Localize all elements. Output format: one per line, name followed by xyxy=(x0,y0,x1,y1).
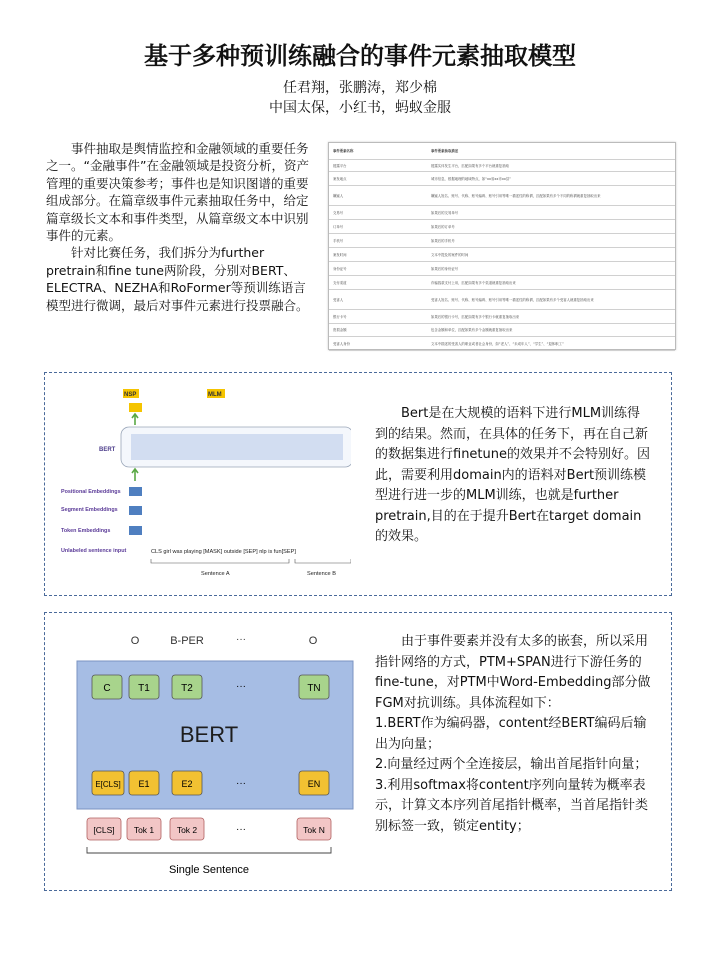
table-row xyxy=(329,261,675,275)
table-row xyxy=(329,336,675,350)
table-row xyxy=(329,309,675,323)
authors: 任君翔，张鹏涛，郑少棉 xyxy=(283,80,437,96)
table-cell-name: 交易号 xyxy=(329,205,427,219)
page-title: 基于多种预训练融合的事件元素抽取模型 xyxy=(144,42,576,70)
table-cell-desc: 文本中描述的受害人的职业或者社会身份，如“老人”、“未成年人”、“学生”、“退休职工” xyxy=(427,336,675,350)
output-label-1: O xyxy=(130,635,140,647)
up-arrow xyxy=(132,469,138,481)
output-token-row xyxy=(129,403,142,412)
embedding-cls-label: E[CLS] xyxy=(95,780,121,789)
table-cell-name: 事件要素名称 xyxy=(329,143,427,159)
table-cell-name: 嫌疑人 xyxy=(329,185,427,205)
table-cell-desc: 如果后的交易单号 xyxy=(427,205,675,219)
event-table xyxy=(329,143,675,351)
intro-paragraph-2: 针对比赛任务，我们拆分为further pretrain和fine tune两阶段，分别对BERT、ELECTRA、NEZHA和RoFormer等预训练语言模型进行微调，最后对事件元素进行投票融合。 xyxy=(46,245,309,313)
finetune-step-1: 1.BERT作为编码器，content经BERT编码后输出为向量； xyxy=(375,716,647,752)
up-arrow xyxy=(132,414,138,425)
table-cell-name: 手机号 xyxy=(329,233,427,247)
bert-span-figure xyxy=(59,621,369,883)
sentence-b-label: Sentence B xyxy=(307,571,336,577)
affiliations: 中国太保，小红书，蚂蚁金服 xyxy=(269,100,451,116)
table-cell-name: 受害人身份 xyxy=(329,336,427,350)
bert-inner-layers xyxy=(131,434,343,460)
mlm-label: MLM xyxy=(208,392,222,398)
output-token xyxy=(129,403,142,412)
table-row xyxy=(329,159,675,171)
sentence-b-brace xyxy=(295,559,351,563)
finetune-intro: 由于事件要素并没有太多的嵌套，所以采用指针网络的方式，PTM+SPAN进行下游任务的fine-tune，对PTM中Word-Embedding部分做FGM对抗训练。具体流程如下： xyxy=(375,634,651,711)
bert-label: BERT xyxy=(99,447,116,453)
finetune-step-3: 3.利用softmax将content序列向量转为概率表示，计算文本序列首尾指针概率，当首尾指针类别标签一致，锁定entity； xyxy=(375,777,649,834)
further-pretrain-text: Bert是在大规模的语料下进行MLM训练得到的结果。然而，在具体的任务下，再在自己新的数据集进行finetune的效果并不会特别好。因此，需要利用domain内的语料对Bert预训练模型进行进一步的MLM训练，也就是further pretrain,目的在于提升Bert在target domain的效果。 xyxy=(375,406,650,544)
embedding-n-label: EN xyxy=(307,779,321,789)
table-cell-name: 银行卡号 xyxy=(329,309,427,323)
output-c-label: C xyxy=(103,683,111,694)
table-cell-name: 案发地点 xyxy=(329,171,427,185)
table-cell-desc: 披露实体发生平台，匹配如果有多个平台就重复抽取 xyxy=(427,159,675,171)
token-embedding xyxy=(129,526,142,535)
table-cell-name: 订单号 xyxy=(329,219,427,233)
token-n-label: Tok N xyxy=(303,825,325,835)
unlabeled-input-label: Unlabeled sentence input xyxy=(61,548,127,554)
intro-paragraph-1: 事件抽取是舆情监控和金融领域的重要任务之一。“金融事件”在金融领域是投资分析，资产管理的重要决策参考；事件也是知识图谱的重要组成部分。在篇章级事件元素抽取任务中，给定篇章级长文本和事件类型，从篇章级文本中识别事件的元素。 xyxy=(46,141,309,244)
further-pretrain-panel xyxy=(44,372,672,596)
finetune-step-2: 2.向量经过两个全连接层，输出首尾指针向量； xyxy=(375,757,648,772)
output-dots: ··· xyxy=(236,681,246,692)
table-row xyxy=(329,205,675,219)
table-cell-desc: 包含金额和单位，匹配如果有多个金额就重复抽取出来 xyxy=(427,323,675,336)
author-block xyxy=(0,78,720,118)
table-cell-name: 身份证号 xyxy=(329,261,427,275)
table-row xyxy=(329,247,675,261)
table-header-row xyxy=(329,143,675,159)
table-cell-desc: 城市信息，根据地理的地域特点，如“xx省xx市xx县” xyxy=(427,171,675,185)
table-cell-desc: 嫌疑人姓名、账号、代称、账号编码、账号引用等唯一描述性的称谓，匹配如果有多个不同的称谓就重复抽取出来 xyxy=(427,185,675,205)
table-cell-name: 资损金额 xyxy=(329,323,427,336)
table-cell-name: 案发时间 xyxy=(329,247,427,261)
input-sentence: CLS girl was playing [MASK] outside [SEP] nlp is fun[SEP] xyxy=(151,549,296,555)
table-cell-desc: 事件要素抽取描述 xyxy=(427,143,675,159)
table-row xyxy=(329,219,675,233)
table-cell-desc: 文本中提及的案件的时间 xyxy=(427,247,675,261)
finetune-text xyxy=(375,632,651,837)
table-cell-desc: 如果后的身份证号 xyxy=(427,261,675,275)
output-label-4: O xyxy=(308,635,318,647)
output-arrows xyxy=(132,414,138,425)
token-dots: ··· xyxy=(236,824,246,835)
single-sentence-brace xyxy=(87,847,331,853)
table-cell-name: 支付渠道 xyxy=(329,275,427,289)
output-t1-label: T1 xyxy=(138,683,150,694)
nsp-label: NSP xyxy=(124,392,137,398)
bert-pretrain-figure xyxy=(51,377,351,593)
output-label-2: B-PER xyxy=(170,635,204,647)
intro-text xyxy=(46,140,314,314)
table-row xyxy=(329,275,675,289)
token-1-label: Tok 1 xyxy=(133,825,155,835)
sentence-a-label: Sentence A xyxy=(201,571,230,577)
finetune-panel xyxy=(44,612,672,891)
output-tn-label: TN xyxy=(307,683,321,694)
output-t2-label: T2 xyxy=(181,683,193,694)
embedding-2-label: E2 xyxy=(181,779,193,789)
table-row xyxy=(329,323,675,336)
table-cell-name: 受害人 xyxy=(329,289,427,309)
table-cell-desc: 诈骗钱款支付上用，匹配如果有多个渠道就重复抽取出来 xyxy=(427,275,675,289)
table-row xyxy=(329,289,675,309)
token-embeddings-label: Token Embeddings xyxy=(61,528,111,534)
table-cell-name: 披露平台 xyxy=(329,159,427,171)
segment-embeddings-label: Segment Embeddings xyxy=(61,507,118,513)
token-cls-label: [CLS] xyxy=(93,825,115,835)
token-2-label: Tok 2 xyxy=(176,825,198,835)
table-cell-desc: 如果后的订单号 xyxy=(427,219,675,233)
single-sentence-label: Single Sentence xyxy=(168,864,250,876)
embedding-dots: ··· xyxy=(236,778,246,789)
segment-embedding xyxy=(129,506,142,515)
bert-encoder-label: BERT xyxy=(179,722,239,747)
table-cell-desc: 如果后的银行卡号，匹配如果有多个银行卡就重复抽取出来 xyxy=(427,309,675,323)
sentence-a-brace xyxy=(151,559,289,563)
positional-embedding xyxy=(129,487,142,496)
embedding-rows xyxy=(129,487,142,535)
embedding-1-label: E1 xyxy=(138,779,150,789)
table-cell-desc: 受害人姓名、账号、代称、账号编码、账号引用等唯一描述性的称谓，匹配如果有多个受害人就重复抽取出来 xyxy=(427,289,675,309)
table-cell-desc: 如果后的手机号 xyxy=(427,233,675,247)
positional-embeddings-label: Positional Embeddings xyxy=(61,489,121,495)
table-row xyxy=(329,171,675,185)
output-label-3: ··· xyxy=(236,634,246,645)
input-arrows xyxy=(132,469,138,481)
event-element-table xyxy=(328,142,676,350)
table-row xyxy=(329,233,675,247)
table-row xyxy=(329,185,675,205)
